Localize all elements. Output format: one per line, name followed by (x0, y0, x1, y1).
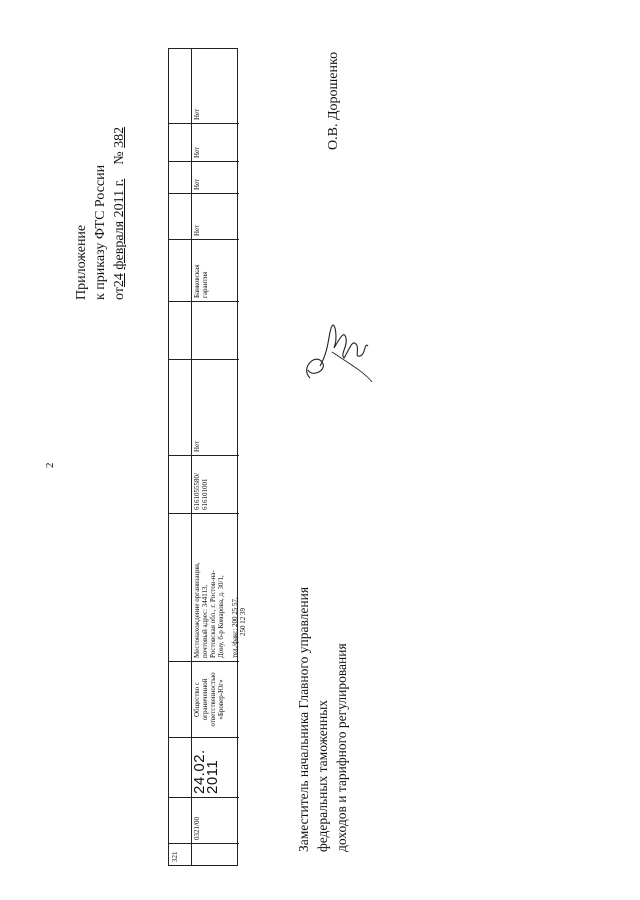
address-line: Ростовская обл., г. Ростов-на- (209, 570, 217, 658)
code-cell: 0321/00 (191, 797, 239, 843)
order-date-line (110, 127, 129, 300)
org-line: ограниченной (201, 678, 209, 721)
handwritten-signature (280, 318, 380, 388)
table-cell (169, 47, 191, 123)
order-reference: к приказу ФТС России (93, 164, 108, 300)
signer-name: О.В. Дорошенко (326, 51, 341, 150)
inn-line: 6161055580/ (193, 473, 201, 510)
date-month-year: февраля 2011 г. (112, 178, 127, 270)
signature-block (294, 587, 351, 852)
row-number-cell: 321 (169, 843, 191, 865)
address-line: Дону, б-р Комарова, д. 30/1, (217, 575, 225, 658)
kpp-line: 616101001 (201, 478, 209, 510)
org-line: «Бровер-Юг» (217, 679, 225, 720)
table-cell (169, 797, 191, 843)
org-line: Общество с (193, 681, 201, 718)
org-line: ответственностью (209, 672, 217, 727)
address-cell (191, 513, 247, 661)
table-cell (169, 737, 191, 797)
date-cell (191, 737, 239, 797)
table-cell (169, 455, 191, 513)
registry-table (168, 48, 247, 866)
table-cell: Нет (191, 161, 239, 193)
table-cell: Нет (193, 108, 201, 120)
table-cell (169, 193, 191, 239)
address-line: тел./факс: 200 25 57, (231, 597, 239, 658)
table-cell (169, 161, 191, 193)
guarantee-line: Банковская (193, 264, 201, 298)
order-number: 382 (112, 126, 127, 148)
page-number: 2 (44, 462, 56, 468)
guarantee-cell (191, 239, 239, 301)
table-cell (169, 301, 191, 359)
date-day: 24 (112, 273, 127, 288)
address-line: почтовый адрес: 344113, (201, 584, 209, 658)
appendix-title: Приложение (74, 224, 89, 300)
table-cell: Нет (191, 359, 239, 455)
organization-cell (191, 661, 239, 737)
signer-position-line2: федеральных таможенных (315, 699, 330, 852)
table-cell: Нет (191, 193, 239, 239)
table-row (191, 49, 247, 865)
table-cell: Нет (191, 123, 239, 161)
table-cell (169, 359, 191, 455)
signer-position-line3: доходов и тарифного регулирования (334, 643, 349, 852)
table-cell (191, 843, 239, 865)
date-prefix: от (112, 287, 127, 300)
date-line2: 2011 (204, 759, 221, 794)
table-cell (169, 239, 191, 301)
signer-position-line1: Заместитель начальника Главного управления (296, 586, 311, 852)
table-cell (191, 301, 239, 359)
address-line: 250 12 39 (239, 608, 247, 636)
guarantee-line: гарантия (201, 271, 209, 298)
address-line: Местонахождение организации, (193, 562, 201, 658)
appendix-header (72, 127, 129, 300)
inn-kpp-cell (191, 455, 239, 513)
table-cell (169, 513, 191, 661)
table-cell (169, 123, 191, 161)
number-prefix: № (112, 151, 127, 165)
date-line1: 24.02. (191, 749, 208, 794)
table-row-number (169, 49, 192, 865)
table-cell (169, 661, 191, 737)
